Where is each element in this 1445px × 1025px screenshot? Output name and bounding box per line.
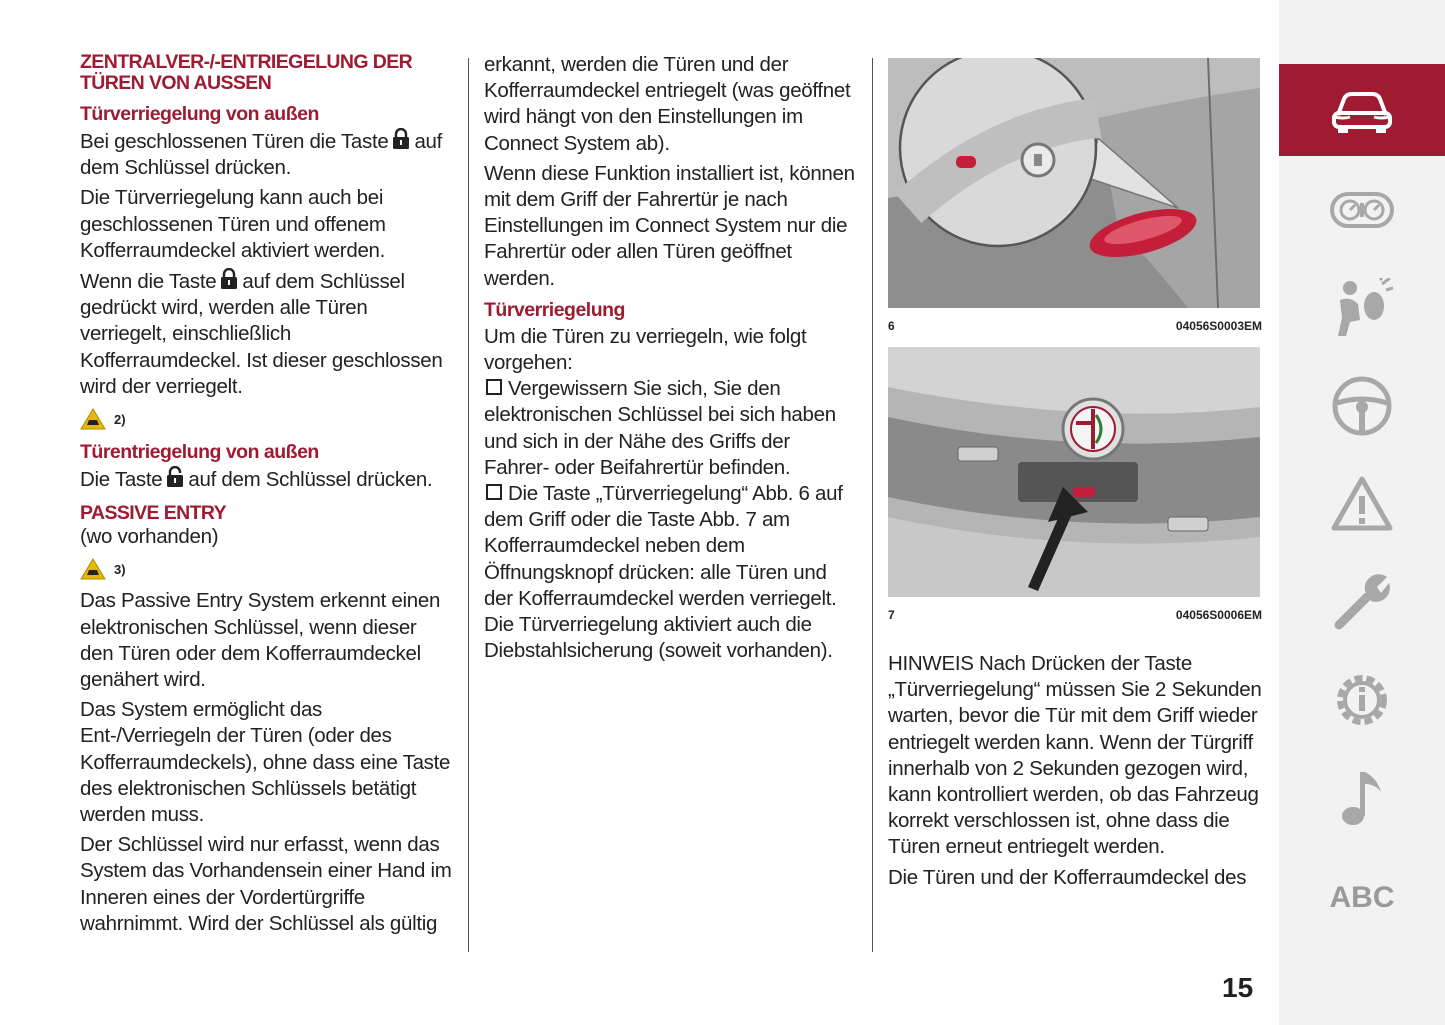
list-item-step-2: Die Taste „Türverriegelung“ Abb. 6 auf dem Griff oder die Taste Abb. 7 am Kofferraumdeckel neben dem Öffnungsknopf drücken: alle Türen und der Kofferraumdeckel werden verriegelt. Die Türverriegelung aktiviert auch die Diebstahlsicherung (soweit vorhanden). — [484, 482, 843, 663]
figure-code: 04056S0006EM — [1175, 608, 1262, 622]
subheading-door-locking: Türverriegelung — [484, 298, 625, 321]
paragraph-unlock-key: Die Taste auf dem Schlüssel drücken. — [80, 468, 433, 492]
page-number: 15 — [1222, 972, 1254, 1003]
index-abc-label: ABC — [1329, 881, 1395, 914]
paragraph-doors-trunk: Die Türen und der Kofferraumdeckel des — [888, 865, 1247, 889]
column-2 — [484, 52, 856, 668]
paragraph-lock-key: Bei geschlossenen Türen die Taste auf dem Schlüssel drücken. — [80, 130, 443, 180]
column-3 — [888, 58, 1262, 895]
figure-7-caption — [888, 597, 1262, 633]
section-heading-passive-entry: PASSIVE ENTRY — [80, 502, 227, 525]
sidebar-item-index[interactable] — [1279, 852, 1445, 944]
sidebar-item-safety[interactable] — [1279, 262, 1445, 354]
paragraph-lock-open-trunk: Die Türverriegelung kann auch bei geschlossenen Türen und offenem Kofferraumdeckel aktiviert werden. — [80, 186, 386, 262]
airbag-icon — [1330, 278, 1394, 338]
music-note-icon — [1337, 768, 1387, 828]
checkbox-bullet-icon — [486, 484, 502, 500]
info-gear-icon — [1330, 668, 1394, 732]
passive-entry-note: (wo vorhanden) — [80, 525, 219, 549]
warning-car-icon — [80, 558, 106, 580]
trunk-button-illustration — [888, 347, 1260, 597]
lock-open-icon — [166, 466, 184, 488]
checkbox-bullet-icon — [486, 379, 502, 395]
paragraph-lock-procedure: Um die Türen zu verriegeln, wie folgt vorgehen: — [484, 324, 807, 375]
sidebar-item-vehicle[interactable] — [1279, 64, 1445, 156]
sidebar-item-multimedia[interactable] — [1279, 752, 1445, 844]
paragraph-lock-all: Wenn die Taste auf dem Schlüssel gedrückt wird, werden alle Türen verriegelt, einschließlich Kofferraumdeckel. Ist dieser geschlossen wird der verriegelt. — [80, 270, 443, 398]
column-divider — [468, 58, 469, 952]
steering-wheel-icon — [1331, 375, 1393, 437]
figure-7-trunk-button — [888, 347, 1260, 597]
chapter-sidebar — [1279, 0, 1445, 1025]
paragraph-passive-entry-no-button: Das System ermöglicht das Ent-/Verriegeln der Türen (oder des Kofferraumdeckels), ohne dass eine Taste des elektronischen Schlüssels betätigt werden muss. — [80, 698, 451, 827]
warning-car-icon — [80, 408, 106, 430]
warning-reference-1[interactable] — [80, 404, 455, 434]
figure-code: 04056S0003EM — [1175, 319, 1262, 333]
paragraph-note-wait: HINWEIS Nach Drücken der Taste „Türverriegelung“ müssen Sie 2 Sekunden warten, bevor die Tür mit dem Griff wieder entriegelt werden kann. Wenn der Türgriff innerhalb von 2 Sekunden gezogen wird, kann kontrolliert werden, ob das Fahrzeug korrekt verschlossen ist, ohne dass die Türen erneut entriegelt werden. — [888, 652, 1262, 859]
warning-ref-number: 2) — [114, 411, 126, 427]
lock-closed-icon — [392, 128, 410, 150]
warning-reference-2[interactable] — [80, 554, 455, 584]
warning-ref-number: 3) — [114, 561, 126, 577]
car-icon — [1330, 85, 1394, 135]
paragraph-driver-door: Wenn diese Funktion installiert ist, können mit dem Griff der Fahrertür je nach Einstellungen im Connect System nur die Fahrertür oder allen Türen geöffnet werden. — [484, 161, 855, 290]
subheading-lock-from-outside: Türverriegelung von außen — [80, 103, 319, 125]
figure-number: 6 — [888, 319, 895, 333]
figure-6-door-handle — [888, 58, 1260, 308]
warning-icon — [1331, 476, 1393, 532]
lock-closed-icon — [220, 268, 238, 290]
door-handle-illustration — [888, 58, 1260, 308]
sidebar-item-instruments[interactable] — [1279, 164, 1445, 256]
wrench-icon — [1331, 571, 1393, 633]
figure-6-caption — [888, 308, 1262, 344]
sidebar-item-technical-data[interactable] — [1279, 654, 1445, 746]
list-item-step-1: Vergewissern Sie sich, Sie den elektronischen Schlüssel bei sich haben und sich in der Nähe des Griffs der Fahrer- oder Beifahrertür befinden. — [484, 377, 836, 479]
subheading-unlock-from-outside: Türentriegelung von außen — [80, 441, 319, 464]
column-1 — [80, 52, 455, 941]
paragraph-passive-entry-hand: Der Schlüssel wird nur erfasst, wenn das System das Vorhandensein einer Hand im Inneren eines der Vordertürgriffe wahrnimmt. Wird der Schlüssel als gültig — [80, 833, 452, 935]
column-divider — [872, 58, 873, 952]
dashboard-icon — [1330, 190, 1394, 230]
sidebar-item-maintenance[interactable] — [1279, 556, 1445, 648]
sidebar-item-starting[interactable] — [1279, 360, 1445, 452]
paragraph-recognized: erkannt, werden die Türen und der Kofferraumdeckel entriegelt (was geöffnet wird hängt von den Einstellungen im Connect System ab). — [484, 53, 851, 155]
paragraph-passive-entry-detect: Das Passive Entry System erkennt einen elektronischen Schlüssel, wenn dieser den Türen oder dem Kofferraumdeckel genähert wird. — [80, 589, 441, 692]
section-heading-central-locking: ZENTRALVER-/-ENTRIEGELUNG DER TÜREN VON AUSSEN — [80, 51, 413, 94]
figure-number: 7 — [888, 608, 895, 622]
sidebar-item-emergency[interactable] — [1279, 458, 1445, 550]
